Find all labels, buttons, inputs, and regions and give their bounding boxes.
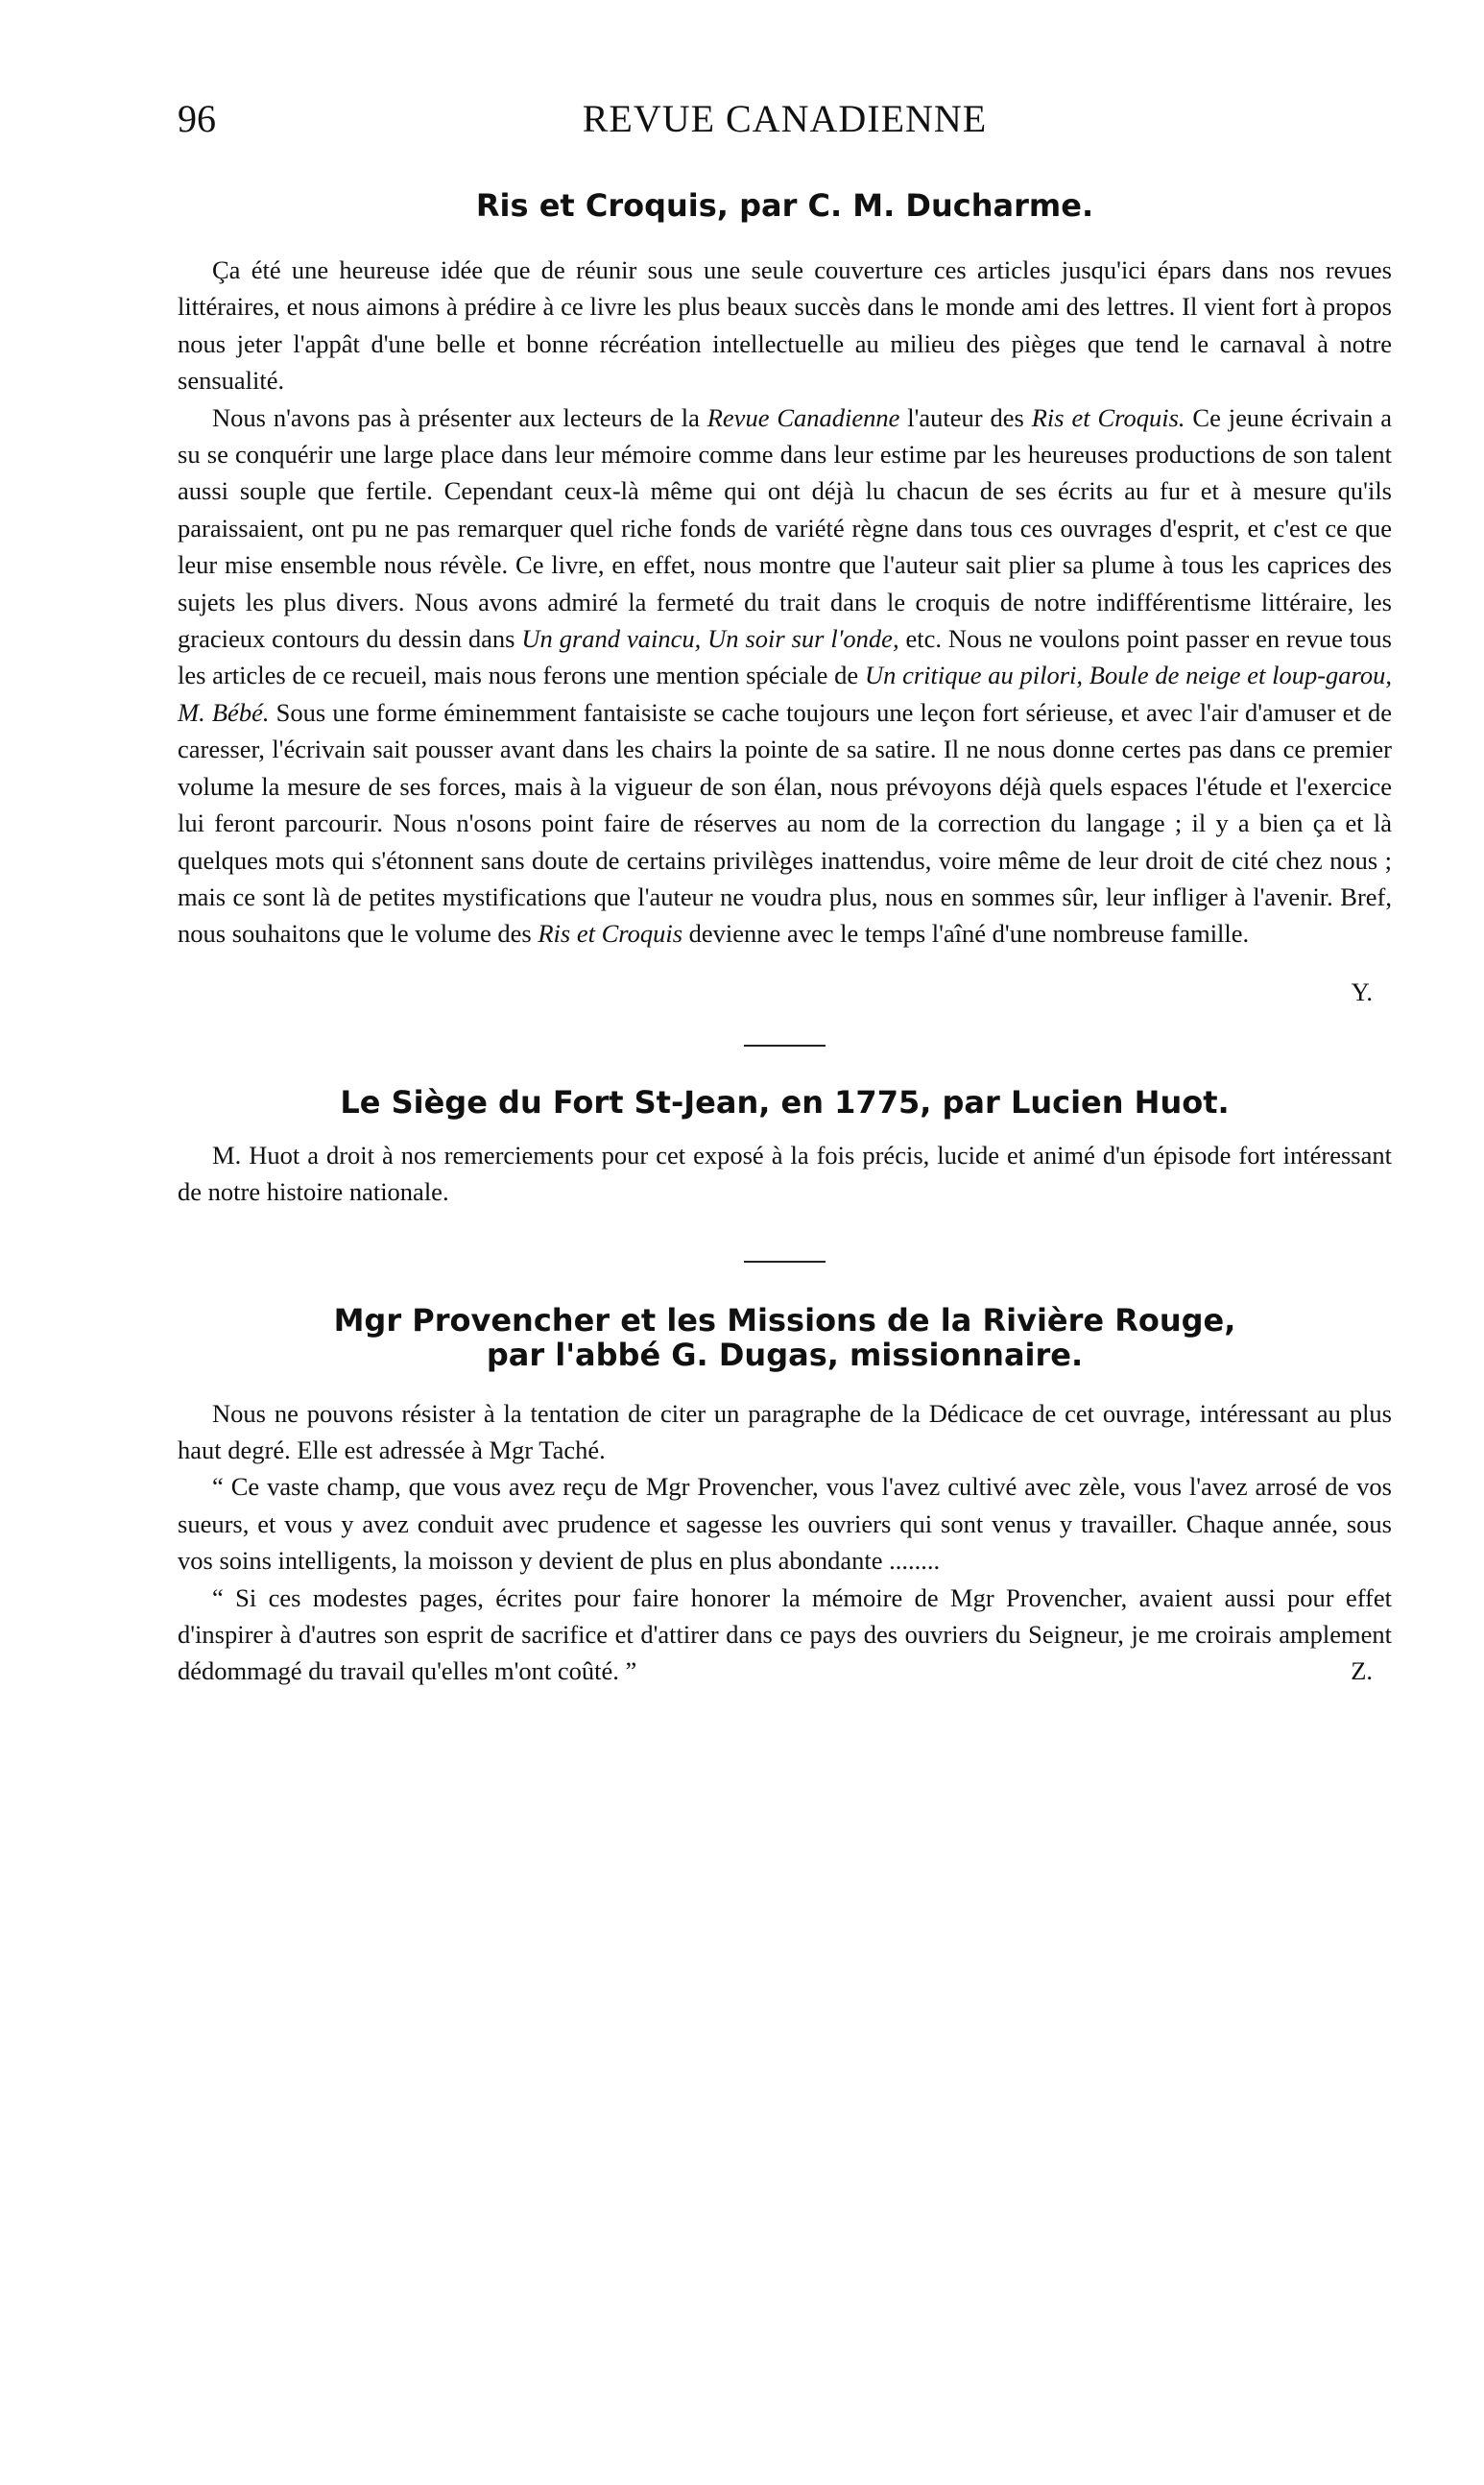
page-number: 96 (178, 97, 216, 140)
review-siege-fort-st-jean (178, 1085, 1392, 1211)
text-run: Nous n'avons pas à présenter aux lecteurs de la (212, 402, 707, 432)
section-divider (744, 1261, 826, 1263)
document-page (178, 96, 1392, 1690)
review-signature: Z. (1351, 1656, 1373, 1686)
running-head (178, 96, 1392, 154)
review-mgr-provencher (178, 1303, 1392, 1690)
section-divider (744, 1045, 826, 1047)
text-run: Ce jeune écrivain a su se conquérir une large place dans leur mémoire comme dans leur estime par les heureuses productions de son talent aussi souple que fertile. Cependant ceux-là même qui ont déjà lu chacun de ses écrits au fur et à mesure qu'ils paraissaient, ont pu ne pas remarquer quel riche fonds de variété règne dans tous ces ouvrages d'esprit, et c'est ce que leur mise ensemble nous révèle. Ce livre, en effet, nous montre que l'auteur sait plier sa plume à tous les caprices des sujets les plus divers. Nous avons admiré la fermeté du trait dans le croquis de notre indifférentisme littéraire, les gracieux contours du dessin dans (178, 402, 1392, 654)
text-run: etc. Nous ne voulons point passer en revue tous les articles de ce recueil, mais nous ferons une mention spéciale de (178, 624, 1392, 690)
review-signature: Y. (1351, 977, 1373, 1006)
review-ris-et-croquis (178, 188, 1392, 1010)
review-title: Ris et Croquis, par C. M. Ducharme. (475, 187, 1094, 224)
review-title (178, 1303, 1392, 1372)
review-title: Le Siège du Fort St-Jean, en 1775, par Lucien Huot. (340, 1083, 1230, 1121)
review-paragraph: M. Huot a droit à nos remerciements pour cet exposé à la fois précis, lucide et animé d'un épisode fort intéressant de notre histoire nationale. (178, 1140, 1392, 1207)
italic-run: Ris et Croquis (538, 919, 683, 949)
review-paragraph: Nous ne pouvons résister à la tentation de citer un paragraphe de la Dédicace de cet ouvrage, intéressant au plus haut degré. Elle est adressée à Mgr Taché. (178, 1398, 1392, 1464)
quotation-paragraph (178, 1580, 1392, 1690)
review-title-line: par l'abbé G. Dugas, missionnaire. (486, 1336, 1084, 1373)
italic-run: Revue Canadienne (706, 402, 900, 432)
text-run: Sous une forme éminemment fantaisiste se cache toujours une leçon fort sérieuse, et avec l'air d'amuser et de caresser, l'écrivain sait pousser avant dans les chairs la pointe de sa satire. Il ne nous donne certes pas dans ce premier volume la mesure de ses forces, mais à la vigueur de son élan, nous prévoyons déjà quels espaces l'étude et l'exercice lui feront parcourir. Nous n'osons point faire de réserves au nom de la correction du langage ; il y a bien ça et là quelques mots qui s'étonnent sans doute de certains privilèges inattendus, voire même de leur droit de cité chez nous ; mais ce sont là de petites mystifications que l'auteur ne voudra plus, nous en sommes sûr, leur infliger à l'avenir. Bref, nous souhaitons que le volume des (178, 697, 1392, 949)
italic-run: Un grand vaincu, Un soir sur l'onde, (521, 624, 899, 654)
review-paragraph: Ça été une heureuse idée que de réunir sous une seule couverture ces articles jusqu'ici épars dans nos revues littéraires, et nous aimons à prédire à ce livre les plus beaux succès dans le monde ami des lettres. Il vient fort à propos nous jeter l'appât d'une belle et bonne récréation intellectuelle au milieu des pièges que tend le carnaval à notre sensualité. (178, 255, 1392, 396)
review-title-line: Mgr Provencher et les Missions de la Rivière Rouge, (333, 1301, 1236, 1339)
text-run: devienne avec le temps l'aîné d'une nombreuse famille. (682, 919, 1250, 949)
review-paragraph (178, 399, 1392, 953)
italic-run: Ris et Croquis. (1031, 402, 1185, 432)
italic-run: Un critique au pilori, Boule de neige et loup-garou, M. Bébé. (178, 661, 1392, 727)
text-run: l'auteur des (899, 402, 1032, 432)
quotation-paragraph: “ Ce vaste champ, que vous avez reçu de Mgr Provencher, vous l'avez cultivé avec zèle, vous l'avez arrosé de vos sueurs, et vous y avez conduit avec prudence et sagesse les ouvriers qui sont venus y travailler. Chaque année, sous vos soins intelligents, la moisson y devient de plus en plus abondante ........ (178, 1472, 1392, 1576)
journal-title: REVUE CANADIENNE (582, 97, 988, 140)
text-run: “ Si ces modestes pages, écrites pour faire honorer la mémoire de Mgr Provencher, avaient aussi pour effet d'inspirer à d'autres son esprit de sacrifice et d'attirer dans ce pays des ouvriers du Seigneur, je me croirais amplement dédommagé du travail qu'elles m'ont coûté. ” (178, 1582, 1392, 1686)
